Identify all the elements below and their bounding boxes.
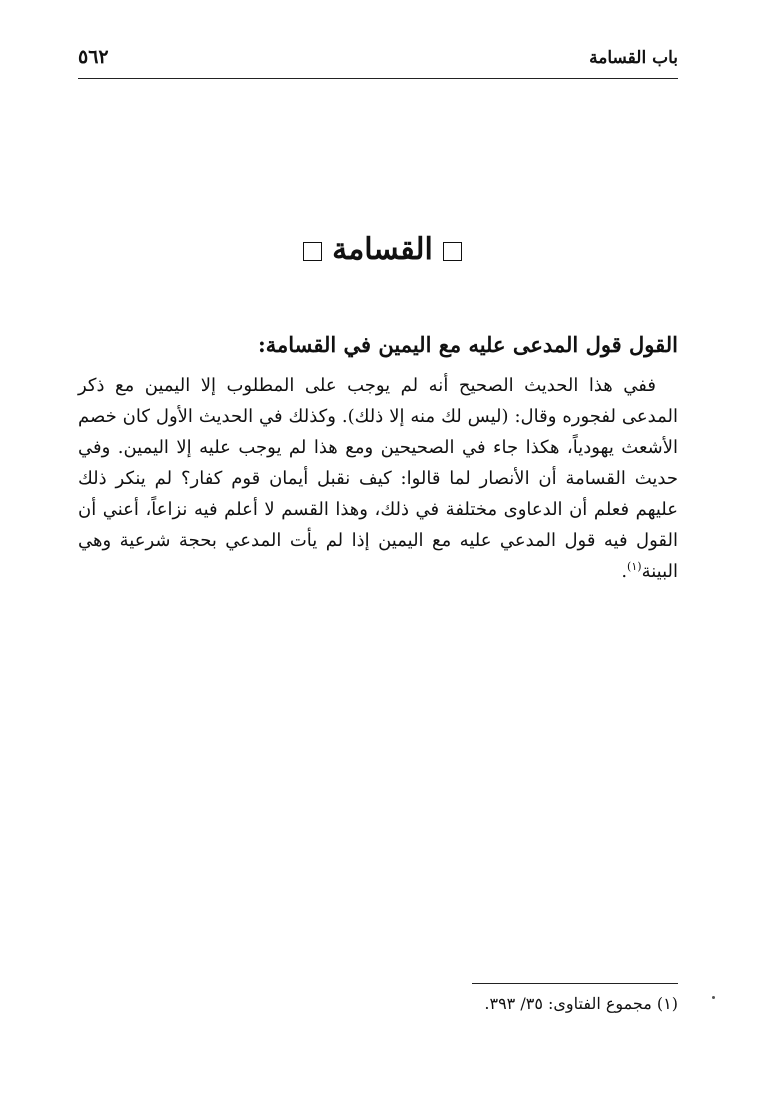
square-ornament-icon (303, 242, 322, 261)
footnote-label: (١) (656, 994, 678, 1013)
page-number: ٥٦٢ (78, 46, 109, 68)
footnote (78, 994, 678, 1013)
chapter-title (0, 232, 765, 267)
footnote-separator (472, 983, 678, 984)
footnote-reference: (١) (627, 560, 642, 573)
chapter-title-text: القسامة (332, 232, 433, 267)
running-title: باب القسامة (589, 48, 678, 68)
body-paragraph (78, 370, 678, 587)
scan-speck (712, 996, 715, 999)
square-ornament-icon (443, 242, 462, 261)
running-header (78, 44, 678, 79)
paragraph-end-punctuation: . (621, 561, 628, 582)
footnote-text: مجموع الفتاوى: ٣٥/ ٣٩٣. (484, 994, 652, 1013)
body-paragraph-text: ففي هذا الحديث الصحيح أنه لم يوجب على المطلوب إلا اليمين مع ذكر المدعى لفجوره وقال: (ليس لك منه إلا ذلك). وكذلك في الحديث الأول كان خصم الأشعث يهودياً، هكذا جاء في الصحيحين ومع هذا لم يوجب عليه إلا اليمين. وفي حديث القسامة أن الأنصار لما قالوا: كيف نقبل أيمان قوم كفار؟ لم ينكر ذلك عليهم فعلم أن الدعاوى مختلفة في ذلك، وهذا القسم لا أعلم فيه نزاعاً، أعني أن القول فيه قول المدعي عليه مع اليمين إذا لم يأت المدعي بحجة شرعية وهي البينة (78, 375, 678, 582)
section-heading: القول قول المدعى عليه مع اليمين في القسامة: (257, 332, 678, 357)
